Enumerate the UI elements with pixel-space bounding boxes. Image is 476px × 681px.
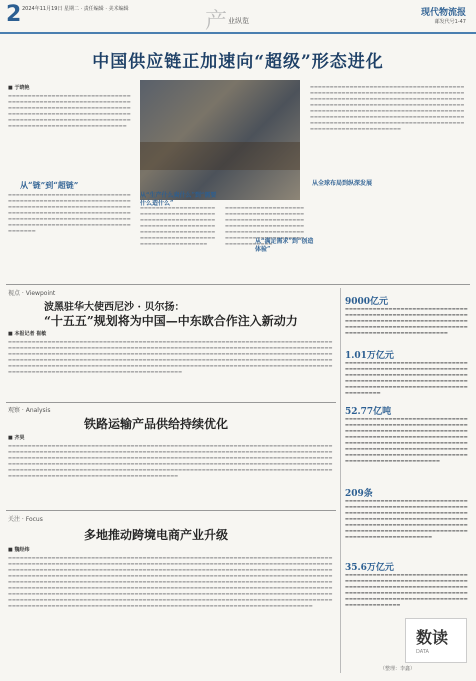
analysis-title: 铁路运输产品供给持续优化 [84, 417, 229, 431]
page-number: 2 [6, 2, 22, 27]
analysis-body: ■ 齐昊 ▬▬▬▬▬▬▬▬▬▬▬▬▬▬▬▬▬▬▬▬▬▬▬▬▬▬▬▬▬▬▬▬▬▬▬▬▬▬▬▬▬▬▬▬▬▬▬▬▬▬▬▬▬▬▬▬▬▬▬▬▬▬▬▬▬▬▬▬▬▬▬▬▬▬▬▬▬▬▬▬▬▬▬▬▬▬▬▬▬▬▬▬▬▬▬▬▬▬▬▬▬▬▬▬▬▬▬▬▬▬▬▬▬▬▬▬▬▬▬▬▬▬▬▬▬▬▬▬▬▬▬▬▬▬▬▬▬▬▬▬▬▬▬▬▬▬▬▬▬▬▬▬▬▬▬▬▬▬▬▬▬▬▬▬▬▬▬▬▬▬▬▬▬▬▬▬▬▬▬▬▬▬▬▬▬▬▬▬▬▬▬▬▬▬▬▬▬▬▬▬▬▬▬▬▬▬▬▬▬▬▬▬▬▬▬▬▬▬▬▬▬▬▬▬▬▬▬▬▬▬▬▬▬▬▬▬▬▬▬▬▬▬▬▬▬▬▬▬▬▬▬▬▬▬▬▬▬▬▬▬▬▬▬▬▬▬▬▬▬▬▬▬▬▬▬▬▬▬▬▬▬▬▬▬▬▬▬▬▬▬▬▬▬▬▬▬▬▬▬▬▬▬▬▬▬▬▬▬▬▬▬▬▬▬▬▬▬▬▬▬▬▬▬▬▬▬▬▬▬▬▬▬▬▬▬▬▬▬▬▬▬▬▬▬▬▬▬▬▬▬▬▬▬▬▬▬▬▬▬▬▬▬▬▬▬▬▬▬▬▬▬▬▬▬▬▬▬▬▬▬▬▬▬▬▬▬▬▬▬▬▬▬▬▬▬▬▬▬▬▬▬▬▬▬▬▬▬▬▬▬▬▬▬▬▬▬▬▬▬▬▬▬▬▬▬▬▬▬▬▬▬▬▬▬▬▬▬▬▬▬▬▬▬▬▬▬▬▬▬▬▬▬▬ [8, 435, 333, 478]
stat-3-text: ▬▬▬▬▬▬▬▬▬▬▬▬▬▬▬▬▬▬▬▬▬▬▬▬▬▬▬▬▬▬▬▬▬▬▬▬▬▬▬▬▬▬▬▬▬▬▬▬▬▬▬▬▬▬▬▬▬▬▬▬▬▬▬▬▬▬▬▬▬▬▬▬▬▬▬▬▬▬▬▬▬▬▬▬▬▬▬▬▬▬▬▬▬▬▬▬▬▬▬▬▬▬▬▬▬▬▬▬▬▬▬▬▬▬▬▬▬▬▬▬▬▬▬▬▬▬▬▬▬▬▬▬▬▬▬▬▬▬▬▬▬▬▬▬▬▬▬▬▬▬▬▬▬▬▬▬▬▬▬▬▬▬▬▬▬▬▬▬▬▬▬▬▬▬▬▬▬▬▬▬▬▬▬▬▬▬▬▬▬▬▬▬▬▬▬▬▬▬▬▬▬▬▬▬▬▬▬▬▬▬▬▬▬▬▬▬▬▬▬▬▬▬▬▬▬▬▬▬▬▬▬▬▬▬▬▬▬▬▬▬▬ [345, 416, 468, 463]
top-story-column-1 [8, 84, 132, 176]
focus-title: 多地推动跨境电商产业升级 [84, 528, 229, 542]
top-story-column-2: ▬▬▬▬▬▬▬▬▬▬▬▬▬▬▬▬▬▬▬▬▬▬▬▬▬▬▬▬▬▬▬▬▬▬▬▬▬▬▬▬▬▬▬▬▬▬▬▬▬▬▬▬▬▬▬▬▬▬▬▬▬▬▬▬▬▬▬▬▬▬▬▬▬▬▬▬▬▬▬▬▬▬▬▬▬▬▬▬▬▬▬▬▬▬▬▬▬▬▬▬▬▬▬▬▬▬▬▬▬▬▬▬▬▬▬▬▬▬▬▬▬▬▬▬▬▬▬▬▬▬▬ [140, 205, 216, 246]
stat-5-text: ▬▬▬▬▬▬▬▬▬▬▬▬▬▬▬▬▬▬▬▬▬▬▬▬▬▬▬▬▬▬▬▬▬▬▬▬▬▬▬▬▬▬▬▬▬▬▬▬▬▬▬▬▬▬▬▬▬▬▬▬▬▬▬▬▬▬▬▬▬▬▬▬▬▬▬▬▬▬▬▬▬▬▬▬▬▬▬▬▬▬▬▬▬▬▬▬▬▬▬▬▬▬▬▬▬▬▬▬▬▬▬▬▬▬▬▬▬▬▬▬▬▬▬▬▬▬▬▬▬▬▬▬▬▬▬▬▬▬▬▬▬▬▬▬▬▬▬▬▬▬▬▬▬▬▬▬▬▬▬▬▬▬▬▬▬▬▬▬▬ [345, 572, 468, 607]
editor-credit: （整理：李鑫） [380, 666, 416, 672]
divider [6, 510, 336, 511]
top-story-subhead-3: 从“满足需求”到“创造体验” [255, 238, 314, 253]
top-story-subhead-1: 从“链”到“超链” [20, 180, 79, 190]
top-story-column-4: ▬▬▬▬▬▬▬▬▬▬▬▬▬▬▬▬▬▬▬▬▬▬▬▬▬▬▬▬▬▬▬▬▬▬▬▬▬▬▬▬▬▬▬▬▬▬▬▬▬▬▬▬▬▬▬▬▬▬▬▬▬▬▬▬▬▬▬▬▬▬▬▬▬▬▬▬▬▬▬▬▬▬▬▬▬▬▬▬▬▬▬▬▬▬▬▬▬▬▬▬▬▬▬▬▬▬▬▬▬▬▬▬▬▬▬▬▬▬▬▬▬▬▬▬▬▬▬▬▬▬▬▬▬▬▬▬▬▬▬▬▬▬▬▬▬▬▬▬▬▬▬▬▬▬▬▬▬▬▬▬▬▬▬▬▬▬▬▬▬▬▬▬▬▬▬▬▬▬▬▬▬▬▬▬▬▬▬▬▬▬▬▬▬▬▬▬▬▬▬▬▬▬▬▬▬▬▬▬▬▬▬▬▬▬▬▬▬▬▬▬▬▬▬▬▬▬▬▬▬▬▬▬▬▬▬▬▬▬▬▬▬▬▬▬▬▬▬▬▬▬▬▬▬▬▬▬▬▬▬▬▬▬▬▬▬▬▬▬▬▬▬▬▬▬▬▬▬▬▬▬▬▬▬▬▬▬▬▬▬▬▬▬▬▬▬▬ [310, 84, 465, 131]
stat-1-value: 9000亿元 [345, 297, 389, 307]
top-story-subhead-2: 从“生产什么卖什么”到“需要什么造什么” [140, 192, 217, 207]
top-story-subhead-4: 从全球布局到纵深发展 [312, 180, 373, 187]
stat-5-value: 35.6万亿元 [345, 563, 394, 573]
section-name: 业纵览 [228, 17, 249, 25]
divider [6, 284, 470, 285]
stat-2-text: ▬▬▬▬▬▬▬▬▬▬▬▬▬▬▬▬▬▬▬▬▬▬▬▬▬▬▬▬▬▬▬▬▬▬▬▬▬▬▬▬▬▬▬▬▬▬▬▬▬▬▬▬▬▬▬▬▬▬▬▬▬▬▬▬▬▬▬▬▬▬▬▬▬▬▬▬▬▬▬▬▬▬▬▬▬▬▬▬▬▬▬▬▬▬▬▬▬▬▬▬▬▬▬▬▬▬▬▬▬▬▬▬▬▬▬▬▬▬▬▬▬▬▬▬▬▬▬▬▬▬▬▬▬▬▬▬▬▬▬▬▬▬▬▬▬▬▬▬▬▬▬▬▬▬▬▬▬▬▬▬▬▬▬▬ [345, 360, 468, 395]
stamp-subtitle: DATA [416, 649, 429, 655]
top-story-title: 中国供应链正加速向“超级”形态进化 [92, 52, 384, 72]
viewpoint-subtitle: “十五五”规划将为中国—中东欧合作注入新动力 [44, 314, 298, 328]
analysis-byline: ■ 齐昊 [8, 435, 25, 441]
top-story-column-3: ▬▬▬▬▬▬▬▬▬▬▬▬▬▬▬▬▬▬▬▬▬▬▬▬▬▬▬▬▬▬▬▬▬▬▬▬▬▬▬▬▬▬▬▬▬▬▬▬▬▬▬▬▬▬▬▬▬▬▬▬▬▬▬▬▬▬▬▬▬▬▬▬▬▬▬▬▬▬▬▬▬▬▬▬▬▬▬▬▬▬▬▬▬▬▬▬▬▬▬▬▬▬▬▬▬▬▬▬▬▬▬▬▬▬▬▬▬▬▬▬▬▬▬▬▬▬▬▬▬▬▬▬ [225, 205, 305, 246]
stat-4-text: ▬▬▬▬▬▬▬▬▬▬▬▬▬▬▬▬▬▬▬▬▬▬▬▬▬▬▬▬▬▬▬▬▬▬▬▬▬▬▬▬▬▬▬▬▬▬▬▬▬▬▬▬▬▬▬▬▬▬▬▬▬▬▬▬▬▬▬▬▬▬▬▬▬▬▬▬▬▬▬▬▬▬▬▬▬▬▬▬▬▬▬▬▬▬▬▬▬▬▬▬▬▬▬▬▬▬▬▬▬▬▬▬▬▬▬▬▬▬▬▬▬▬▬▬▬▬▬▬▬▬▬▬▬▬▬▬▬▬▬▬▬▬▬▬▬▬▬▬▬▬▬▬▬▬▬▬▬▬▬▬▬▬▬▬▬▬▬▬▬▬▬▬▬▬▬▬▬▬▬▬▬▬▬▬▬▬▬▬▬▬▬▬▬▬▬▬▬▬▬▬▬▬▬▬▬▬▬▬ [345, 498, 468, 539]
viewpoint-body: ■ 本报记者 崔敏 ▬▬▬▬▬▬▬▬▬▬▬▬▬▬▬▬▬▬▬▬▬▬▬▬▬▬▬▬▬▬▬▬▬▬▬▬▬▬▬▬▬▬▬▬▬▬▬▬▬▬▬▬▬▬▬▬▬▬▬▬▬▬▬▬▬▬▬▬▬▬▬▬▬▬▬▬▬▬▬▬▬▬▬▬▬▬▬▬▬▬▬▬▬▬▬▬▬▬▬▬▬▬▬▬▬▬▬▬▬▬▬▬▬▬▬▬▬▬▬▬▬▬▬▬▬▬▬▬▬▬▬▬▬▬▬▬▬▬▬▬▬▬▬▬▬▬▬▬▬▬▬▬▬▬▬▬▬▬▬▬▬▬▬▬▬▬▬▬▬▬▬▬▬▬▬▬▬▬▬▬▬▬▬▬▬▬▬▬▬▬▬▬▬▬▬▬▬▬▬▬▬▬▬▬▬▬▬▬▬▬▬▬▬▬▬▬▬▬▬▬▬▬▬▬▬▬▬▬▬▬▬▬▬▬▬▬▬▬▬▬▬▬▬▬▬▬▬▬▬▬▬▬▬▬▬▬▬▬▬▬▬▬▬▬▬▬▬▬▬▬▬▬▬▬▬▬▬▬▬▬▬▬▬▬▬▬▬▬▬▬▬▬▬▬▬▬▬▬▬▬▬▬▬▬▬▬▬▬▬▬▬▬▬▬▬▬▬▬▬▬▬▬▬▬▬▬▬▬▬▬▬▬▬▬▬▬▬▬▬▬▬▬▬▬▬▬▬▬▬▬▬▬▬▬▬▬▬▬▬▬▬▬▬▬▬▬▬▬▬▬▬▬▬▬▬▬▬▬▬▬▬▬▬▬▬▬▬▬▬▬▬▬▬▬▬▬▬▬▬▬▬▬▬▬▬▬▬▬▬▬▬▬▬▬▬▬▬▬▬▬▬▬▬▬▬▬▬▬▬▬▬▬▬▬▬▬▬▬▬▬▬▬▬▬▬▬▬▬▬▬▬▬▬▬ [8, 331, 333, 374]
top-story-byline: ■ 于晓艳 [8, 85, 30, 91]
viewpoint-kicker: 视点 · Viewpoint [8, 290, 56, 297]
focus-body: ■ 魏经纬 ▬▬▬▬▬▬▬▬▬▬▬▬▬▬▬▬▬▬▬▬▬▬▬▬▬▬▬▬▬▬▬▬▬▬▬▬▬▬▬▬▬▬▬▬▬▬▬▬▬▬▬▬▬▬▬▬▬▬▬▬▬▬▬▬▬▬▬▬▬▬▬▬▬▬▬▬▬▬▬▬▬▬▬▬▬▬▬▬▬▬▬▬▬▬▬▬▬▬▬▬▬▬▬▬▬▬▬▬▬▬▬▬▬▬▬▬▬▬▬▬▬▬▬▬▬▬▬▬▬▬▬▬▬▬▬▬▬▬▬▬▬▬▬▬▬▬▬▬▬▬▬▬▬▬▬▬▬▬▬▬▬▬▬▬▬▬▬▬▬▬▬▬▬▬▬▬▬▬▬▬▬▬▬▬▬▬▬▬▬▬▬▬▬▬▬▬▬▬▬▬▬▬▬▬▬▬▬▬▬▬▬▬▬▬▬▬▬▬▬▬▬▬▬▬▬▬▬▬▬▬▬▬▬▬▬▬▬▬▬▬▬▬▬▬▬▬▬▬▬▬▬▬▬▬▬▬▬▬▬▬▬▬▬▬▬▬▬▬▬▬▬▬▬▬▬▬▬▬▬▬▬▬▬▬▬▬▬▬▬▬▬▬▬▬▬▬▬▬▬▬▬▬▬▬▬▬▬▬▬▬▬▬▬▬▬▬▬▬▬▬▬▬▬▬▬▬▬▬▬▬▬▬▬▬▬▬▬▬▬▬▬▬▬▬▬▬▬▬▬▬▬▬▬▬▬▬▬▬▬▬▬▬▬▬▬▬▬▬▬▬▬▬▬▬▬▬▬▬▬▬▬▬▬▬▬▬▬▬▬▬▬▬▬▬▬▬▬▬▬▬▬▬▬▬▬▬▬▬▬▬▬▬▬▬▬▬▬▬▬▬▬▬▬▬▬▬▬▬▬▬▬▬▬▬▬▬▬▬▬▬▬▬▬▬▬▬▬▬▬▬▬▬▬▬▬▬▬▬▬▬▬▬▬▬▬▬▬▬▬▬▬▬▬▬▬▬▬▬▬▬▬▬▬▬▬▬▬▬▬▬▬▬▬▬▬▬▬▬▬▬▬▬▬▬▬▬▬▬▬▬▬▬▬▬▬▬▬▬▬▬▬▬▬▬▬▬▬▬▬▬▬▬▬▬▬▬▬▬▬▬▬▬▬▬▬▬▬▬▬▬▬▬▬▬▬▬▬▬▬▬▬▬▬▬▬▬▬▬▬▬▬▬▬▬▬▬▬▬▬▬▬▬▬▬▬▬▬▬▬▬▬▬▬▬▬▬▬▬▬▬▬▬▬▬▬▬▬▬▬▬▬▬▬▬▬▬▬▬▬▬▬▬▬▬▬▬▬▬▬▬▬▬▬▬▬▬▬▬▬▬▬▬▬▬▬▬▬▬▬▬▬▬▬▬▬▬▬▬▬▬▬▬▬▬▬▬▬▬▬▬▬▬▬▬▬▬▬▬▬▬▬▬▬▬▬▬▬▬▬▬▬▬▬▬▬▬▬▬▬▬▬▬▬▬▬▬▬▬▬▬▬▬▬▬▬▬▬▬▬▬▬▬▬▬▬▬▬▬▬▬▬▬▬ [8, 547, 333, 608]
warehouse-photo [140, 80, 300, 200]
stat-4-value: 209条 [345, 489, 373, 499]
analysis-kicker: 观察 · Analysis [8, 407, 51, 414]
issue-meta: 2024年11月19日 星期二 · 责任编辑 · 美术编辑 [22, 6, 129, 12]
focus-kicker: 关注 · Focus [8, 516, 43, 523]
stamp-title: 数读 [416, 628, 449, 647]
viewpoint-title: 波黑驻华大使西尼沙 · 贝尔扬： [44, 302, 185, 313]
page-header [0, 0, 476, 34]
top-story-column-1b: ▬▬▬▬▬▬▬▬▬▬▬▬▬▬▬▬▬▬▬▬▬▬▬▬▬▬▬▬▬▬▬▬▬▬▬▬▬▬▬▬▬▬▬▬▬▬▬▬▬▬▬▬▬▬▬▬▬▬▬▬▬▬▬▬▬▬▬▬▬▬▬▬▬▬▬▬▬▬▬▬▬▬▬▬▬▬▬▬▬▬▬▬▬▬▬▬▬▬▬▬▬▬▬▬▬▬▬▬▬▬▬▬▬▬▬▬▬▬▬▬▬▬▬▬▬▬▬▬▬▬▬▬▬▬▬▬▬▬▬▬▬▬▬▬▬▬▬▬▬▬▬▬▬▬▬▬▬▬▬▬▬▬▬▬▬▬▬▬▬▬▬▬▬▬▬▬▬▬▬▬▬▬▬▬▬▬▬▬▬▬▬▬▬ [8, 192, 131, 233]
stat-1-text: ▬▬▬▬▬▬▬▬▬▬▬▬▬▬▬▬▬▬▬▬▬▬▬▬▬▬▬▬▬▬▬▬▬▬▬▬▬▬▬▬▬▬▬▬▬▬▬▬▬▬▬▬▬▬▬▬▬▬▬▬▬▬▬▬▬▬▬▬▬▬▬▬▬▬▬▬▬▬▬▬▬▬▬▬▬▬▬▬▬▬▬▬▬▬▬▬▬▬▬▬▬▬▬▬▬▬▬▬▬▬▬▬▬▬▬▬▬▬▬▬▬▬▬▬▬▬▬▬▬▬▬▬▬▬▬▬▬▬▬▬▬▬▬▬▬▬▬▬▬▬ [345, 306, 468, 335]
data-stamp [405, 618, 467, 663]
postal-code: 邮发代号1-47 [434, 19, 466, 25]
section-mark: 产 [205, 9, 228, 34]
viewpoint-byline: ■ 本报记者 崔敏 [8, 331, 47, 337]
stat-2-value: 1.01万亿元 [345, 351, 394, 361]
newspaper-brand: 现代物流报 [420, 8, 466, 18]
stat-3-value: 52.77亿吨 [345, 407, 392, 417]
sidebar-divider [340, 288, 341, 673]
focus-byline: ■ 魏经纬 [8, 547, 30, 553]
body-text-placeholder: ▬▬▬▬▬▬▬▬▬▬▬▬▬▬▬▬▬▬▬▬▬▬▬▬▬▬▬▬▬▬▬▬▬▬▬▬▬▬▬▬▬▬▬▬▬▬▬▬▬▬▬▬▬▬▬▬▬▬▬▬▬▬▬▬▬▬▬▬▬▬▬▬▬▬▬▬▬▬▬▬▬▬▬▬▬▬▬▬▬▬▬▬▬▬▬▬▬▬▬▬▬▬▬▬▬▬▬▬▬▬▬▬▬▬▬▬▬▬▬▬▬▬▬▬▬▬▬▬▬▬▬▬▬▬▬▬▬▬▬▬▬▬▬▬▬▬▬▬▬▬▬▬▬▬▬▬▬▬▬▬▬▬▬▬▬▬▬▬▬▬▬▬▬▬▬▬▬▬▬▬▬▬▬▬▬ [8, 93, 131, 128]
divider [6, 402, 336, 403]
